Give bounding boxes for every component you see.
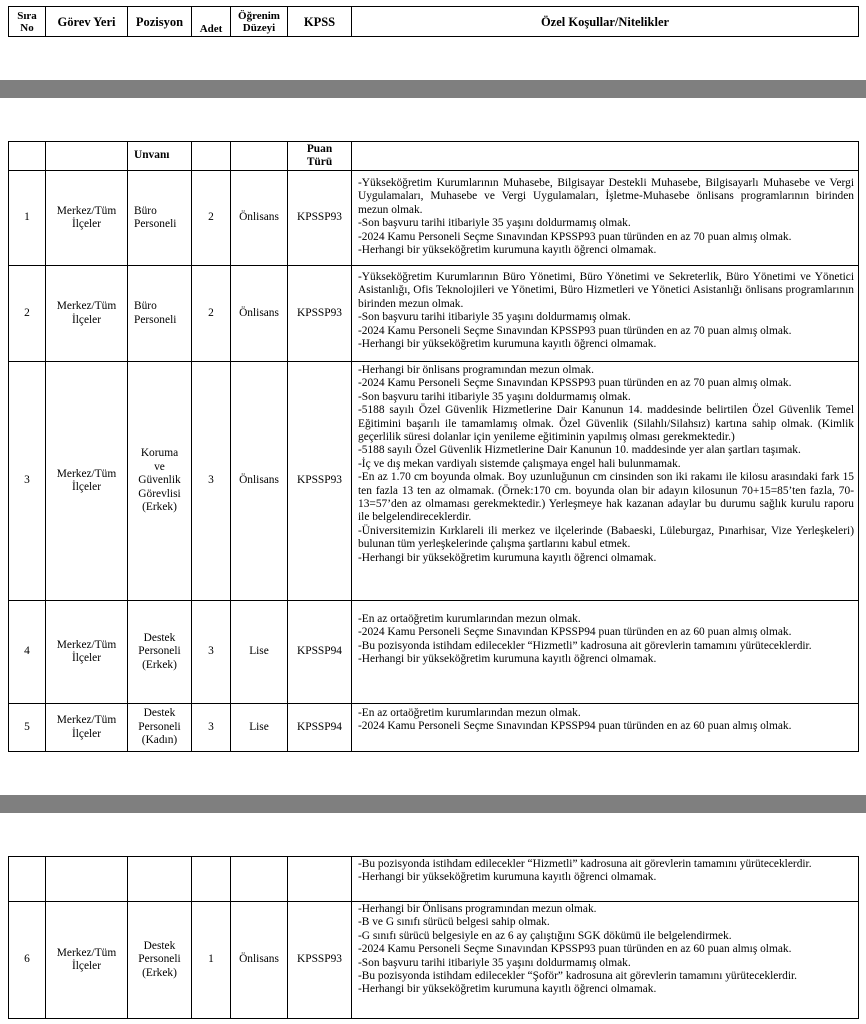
header-ozel-kosullar: Özel Koşullar/Nitelikler — [352, 7, 859, 37]
column-header-table — [8, 6, 859, 37]
unvan-line: Büro — [134, 300, 157, 313]
unvan-line: Personeli — [134, 218, 177, 230]
row-ogrenim: Önlisans — [231, 266, 288, 362]
header-gorev-yeri: Görev Yeri — [46, 7, 128, 37]
row-requirements — [352, 171, 859, 266]
header-adet: Adet — [192, 7, 231, 37]
row-no: 4 — [9, 601, 46, 704]
requirement-item: -En az ortaöğretim kurumlarından mezun olmak. — [358, 613, 581, 625]
row-unvan — [128, 171, 192, 266]
unvan-line: (Erkek) — [142, 658, 177, 671]
requirement-item: -İç ve dış mekan vardiyalı sistemde çalışmaya engel hali bulunmamak. — [358, 457, 681, 470]
cont-empty-unvan — [128, 857, 192, 902]
row-puan-turu: KPSSP93 — [288, 266, 352, 362]
requirement-item: -Bu pozisyonda istihdam edilecekler “Hizmetli” kadrosuna ait görevlerin tamamını yürüteceklerdir. — [358, 639, 812, 652]
requirement-item: -En az ortaöğretim kurumlarından mezun olmak. — [358, 707, 581, 719]
row-gorev-yeri — [46, 171, 128, 266]
row-unvan — [128, 902, 192, 1019]
subheader-puan-line1: Puan — [306, 142, 333, 155]
requirement-item: -Herhangi bir önlisans programından mezun olmak. — [358, 364, 594, 376]
requirement-item: -Üniversitemizin Kırklareli ili merkez ve ilçelerinde (Babaeski, Lüleburgaz, Pınarhisar, Vize Yerleşkeleri) bulunan tüm yerleşkelerinde çalışma şartlarını kabul etmek. — [358, 524, 854, 551]
gorev-yeri-line: Merkez/Tüm — [56, 714, 117, 727]
unvan-line: (Erkek) — [142, 501, 177, 514]
continued-row — [9, 857, 859, 902]
row-adet: 1 — [192, 902, 231, 1019]
header-sira-line1: Sıra — [17, 9, 37, 22]
requirement-item: -Yükseköğretim Kurumlarının Büro Yönetimi, Büro Yönetimi ve Sekreterlik, Büro Yönetimi ve Yönetici Asistanlığı, Ofis Teknolojileri ve Yönetimi, Büro Hizmetleri ve Yönetici Asistanlığı önlisans programlarının birinden mezun olmak. — [358, 271, 854, 310]
header-pozisyon: Pozisyon — [128, 7, 192, 37]
row-gorev-yeri — [46, 704, 128, 752]
section-divider-band — [0, 795, 866, 813]
gorev-yeri-line: İlçeler — [71, 727, 102, 740]
positions-table-continued — [8, 856, 859, 1019]
table-row — [9, 704, 859, 752]
row-puan-turu: KPSSP93 — [288, 902, 352, 1019]
row-adet: 3 — [192, 362, 231, 601]
subheader-puan-turu — [288, 142, 352, 171]
unvan-line: Personeli — [138, 953, 181, 966]
row-ogrenim: Lise — [231, 601, 288, 704]
row-unvan — [128, 362, 192, 601]
table-row — [9, 902, 859, 1019]
row-ogrenim: Önlisans — [231, 171, 288, 266]
gorev-yeri-line: Merkez/Tüm — [56, 300, 117, 313]
row-ogrenim: Lise — [231, 704, 288, 752]
row-puan-turu: KPSSP94 — [288, 601, 352, 704]
requirement-item: -2024 Kamu Personeli Seçme Sınavından KPSSP93 puan türünden en az 60 puan almış olmak. — [358, 943, 792, 956]
row-puan-turu: KPSSP93 — [288, 171, 352, 266]
row-adet: 2 — [192, 266, 231, 362]
gorev-yeri-line: Merkez/Tüm — [56, 467, 117, 480]
row-requirements — [352, 902, 859, 1019]
row-adet: 2 — [192, 171, 231, 266]
unvan-line: Destek — [143, 939, 176, 952]
row-no: 6 — [9, 902, 46, 1019]
unvan-line: Destek — [143, 707, 176, 720]
unvan-line: Personeli — [138, 645, 181, 658]
requirement-item: -Herhangi bir yükseköğretim kurumuna kayıtlı öğrenci olmamak. — [358, 871, 657, 884]
row-requirements — [352, 857, 859, 902]
cont-empty-gorev — [46, 857, 128, 902]
cont-empty-no — [9, 857, 46, 902]
row-no: 1 — [9, 171, 46, 266]
gorev-yeri-line: İlçeler — [71, 652, 102, 664]
gorev-yeri-line: Merkez/Tüm — [56, 946, 117, 959]
unvan-line: ve — [154, 460, 165, 473]
requirement-item: -Herhangi bir yükseköğretim kurumuna kayıtlı öğrenci olmamak. — [358, 244, 657, 257]
requirement-item: -5188 sayılı Özel Güvenlik Hizmetlerine Dair Kanunun 14. maddesinde belirtilen Özel Güvenlik Temel Eğitimini başarılı ile tamamlamış olmak. Özel Güvenlik (Silahlı/Silahsız) kartına sahip olmak. (Kimlik geçerlilik süresi dolanlar için yenileme eğitiminin yapılmış olması gerekmektedir.) — [358, 404, 854, 444]
requirement-item: -Herhangi bir Önlisans programından mezun olmak. — [358, 903, 597, 915]
subheader-empty-ogrenim — [231, 142, 288, 171]
row-puan-turu: KPSSP93 — [288, 362, 352, 601]
requirement-item: -2024 Kamu Personeli Seçme Sınavından KPSSP93 puan türünden en az 70 puan almış olmak. — [358, 377, 792, 390]
requirement-item: -G sınıfı sürücü belgesiyle en az 6 ay çalıştığını SGK dökümü ile belgelendirmek. — [358, 929, 732, 942]
requirement-item: -Herhangi bir yükseköğretim kurumuna kayıtlı öğrenci olmamak. — [358, 338, 657, 351]
unvan-line: Büro — [134, 204, 157, 217]
unvan-line: (Kadın) — [141, 734, 178, 747]
requirement-item: -B ve G sınıfı sürücü belgesi sahip olmak. — [358, 916, 550, 929]
requirement-item: -2024 Kamu Personeli Seçme Sınavından KPSSP94 puan türünden en az 60 puan almış olmak. — [358, 626, 792, 639]
row-gorev-yeri — [46, 266, 128, 362]
header-no-line2: No — [20, 21, 34, 34]
requirement-item: -Herhangi bir yükseköğretim kurumuna kayıtlı öğrenci olmamak. — [358, 983, 657, 996]
row-adet: 3 — [192, 704, 231, 752]
row-requirements — [352, 704, 859, 752]
subheader-turu-line2: Türü — [306, 156, 333, 168]
cont-empty-ogrenim — [231, 857, 288, 902]
row-no: 3 — [9, 362, 46, 601]
header-sira-no — [9, 7, 46, 37]
row-ogrenim: Önlisans — [231, 902, 288, 1019]
requirement-item: -Son başvuru tarihi itibariyle 35 yaşını doldurmamış olmak. — [358, 956, 631, 969]
requirement-item: -2024 Kamu Personeli Seçme Sınavından KPSSP93 puan türünden en az 70 puan almış olmak. — [358, 230, 792, 243]
unvan-line: Personeli — [138, 720, 181, 733]
table-row — [9, 171, 859, 266]
table-row — [9, 266, 859, 362]
row-requirements — [352, 362, 859, 601]
table-row — [9, 601, 859, 704]
requirement-item: -Son başvuru tarihi itibariyle 35 yaşını doldurmamış olmak. — [358, 217, 631, 230]
row-requirements — [352, 601, 859, 704]
requirement-item: -Herhangi bir yükseköğretim kurumuna kayıtlı öğrenci olmamak. — [358, 551, 657, 564]
unvan-line: (Erkek) — [142, 966, 177, 979]
cont-empty-adet — [192, 857, 231, 902]
gorev-yeri-line: Merkez/Tüm — [56, 638, 117, 651]
requirement-item: -2024 Kamu Personeli Seçme Sınavından KPSSP93 puan türünden en az 70 puan almış olmak. — [358, 324, 792, 337]
row-gorev-yeri — [46, 601, 128, 704]
row-no: 2 — [9, 266, 46, 362]
row-gorev-yeri — [46, 362, 128, 601]
subheader-unvani: Unvanı — [128, 142, 192, 171]
header-ogrenim-duzeyi — [231, 7, 288, 37]
gorev-yeri-line: Merkez/Tüm — [56, 204, 117, 217]
requirement-item: -2024 Kamu Personeli Seçme Sınavından KPSSP94 puan türünden en az 60 puan almış olmak. — [358, 720, 792, 733]
gorev-yeri-line: İlçeler — [71, 218, 102, 230]
requirement-item: -En az 1.70 cm boyunda olmak. Boy uzunluğunun cm cinsinden son iki rakamı ile kilosu arasındaki fark 15 ten fazla 13 ten az olmamak. (Örnek:170 cm. boyunda olan bir adayın kilosunun 70+15=85’ten fazla, 70-13=57’den az olmaması gerekmektedir.) Yerleşmeye hak kazanan adaylar bu durumu sağlık kurulu raporu ile belgelendireceklerdir. — [358, 471, 854, 524]
row-ogrenim: Önlisans — [231, 362, 288, 601]
unvan-line: Koruma — [140, 447, 179, 460]
requirement-item: -Herhangi bir yükseköğretim kurumuna kayıtlı öğrenci olmamak. — [358, 653, 657, 666]
unvan-line: Görevlisi — [138, 487, 181, 500]
subheader-empty-adet — [192, 142, 231, 171]
subheader-row — [9, 142, 859, 171]
requirement-item: -Bu pozisyonda istihdam edilecekler “Hizmetli” kadrosuna ait görevlerin tamamını yürüteceklerdir. — [358, 858, 812, 870]
row-puan-turu: KPSSP94 — [288, 704, 352, 752]
gorev-yeri-line: İlçeler — [71, 481, 102, 493]
subheader-empty-no — [9, 142, 46, 171]
requirement-item: -Yükseköğretim Kurumlarının Muhasebe, Bilgisayar Destekli Muhasebe, Bilgisayarlı Muhasebe ve Vergi Uygulamaları, Muhasebe ve Vergi Uygulamaları, İşletme-Muhasebe önlisans programlarının birinden mezun olmak. — [358, 177, 854, 216]
row-unvan — [128, 704, 192, 752]
cont-empty-puan — [288, 857, 352, 902]
unvan-line: Güvenlik — [138, 474, 181, 487]
unvan-line: Destek — [143, 631, 176, 644]
table-row — [9, 362, 859, 601]
row-unvan — [128, 601, 192, 704]
positions-table — [8, 141, 859, 752]
requirement-item: -5188 sayılı Özel Güvenlik Hizmetlerine Dair Kanunun 10. maddesinde yer alan şartları taşımak. — [358, 444, 801, 457]
row-no: 5 — [9, 704, 46, 752]
subheader-empty-kosullar — [352, 142, 859, 171]
unvan-line: Personeli — [134, 313, 177, 326]
section-divider-band — [0, 80, 866, 98]
gorev-yeri-line: İlçeler — [71, 313, 102, 326]
header-ogrenim-line1: Öğrenim — [238, 9, 280, 22]
requirement-item: -Son başvuru tarihi itibariyle 35 yaşını doldurmamış olmak. — [358, 390, 631, 403]
row-adet: 3 — [192, 601, 231, 704]
requirement-item: -Son başvuru tarihi itibariyle 35 yaşını doldurmamış olmak. — [358, 311, 631, 324]
row-unvan — [128, 266, 192, 362]
gorev-yeri-line: İlçeler — [71, 960, 102, 972]
header-kpss: KPSS — [288, 7, 352, 37]
row-requirements — [352, 266, 859, 362]
requirement-item: -Bu pozisyonda istihdam edilecekler “Şoför” kadrosuna ait görevlerin tamamını yürüteceklerdir. — [358, 970, 798, 983]
subheader-empty-gorev — [46, 142, 128, 171]
header-duzeyi-line2: Düzeyi — [242, 21, 276, 34]
row-gorev-yeri — [46, 902, 128, 1019]
